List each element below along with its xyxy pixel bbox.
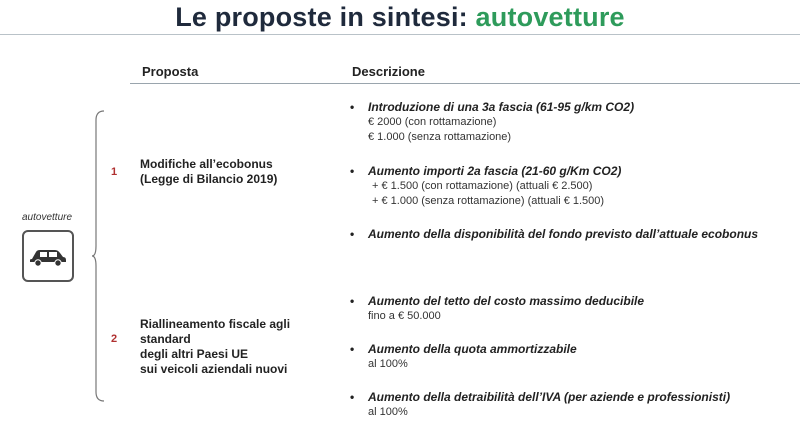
bullet: • <box>350 390 355 404</box>
bullet: • <box>350 100 355 114</box>
title-divider <box>0 34 800 35</box>
item-head: Introduzione di una 3a fascia (61-95 g/km CO2) <box>368 100 635 114</box>
item-head: Aumento della quota ammortizzabile <box>368 342 577 356</box>
list-item <box>350 100 634 145</box>
list-item <box>350 294 644 324</box>
row-number-1: 1 <box>111 166 118 178</box>
bullet: • <box>350 342 355 356</box>
list-item <box>350 390 730 420</box>
item-sub: + € 1.000 (senza rottamazione) (attuali € 1.500) <box>372 195 605 207</box>
item-sub: al 100% <box>368 358 408 370</box>
page-title <box>0 2 800 38</box>
item-head: Aumento del tetto del costo massimo deducibile <box>368 294 645 308</box>
item-sub: fino a € 50.000 <box>368 310 441 322</box>
car-icon <box>28 244 68 268</box>
header-divider <box>130 83 800 84</box>
row-number-2: 2 <box>111 333 118 345</box>
column-header-descrizione: Descrizione <box>352 64 425 79</box>
item-sub: € 1.000 (senza rottamazione) <box>368 131 512 143</box>
bullet: • <box>350 164 355 178</box>
bullet: • <box>350 227 355 241</box>
item-sub: al 100% <box>368 406 408 418</box>
item-head: Aumento importi 2a fascia (21-60 g/Km CO2) <box>368 164 622 178</box>
item-sub: + € 1.500 (con rottamazione) (attuali € 2.500) <box>372 180 593 192</box>
page-title-accent: autovetture <box>475 2 625 32</box>
proposal-1: Modifiche all’ecobonus (Legge di Bilancio 2019) <box>140 157 278 186</box>
item-head: Aumento della detraibilità dell’IVA (per aziende e professionisti) <box>368 390 731 404</box>
item-head: Aumento della disponibilità del fondo previsto dall’attuale ecobonus <box>368 227 759 241</box>
icon-label: autovetture <box>22 212 73 223</box>
bullet: • <box>350 294 355 308</box>
column-header-proposta: Proposta <box>142 64 199 79</box>
page-title-main: Le proposte in sintesi: <box>175 2 476 32</box>
item-sub: € 2000 (con rottamazione) <box>368 116 497 128</box>
list-item <box>350 164 621 209</box>
list-item <box>350 227 758 242</box>
car-icon-box <box>22 230 74 282</box>
grouping-bracket <box>92 110 106 402</box>
proposal-2: Riallineamento fiscale agli standard degli altri Paesi UE sui veicoli aziendali nuovi <box>140 317 291 376</box>
list-item <box>350 342 577 372</box>
